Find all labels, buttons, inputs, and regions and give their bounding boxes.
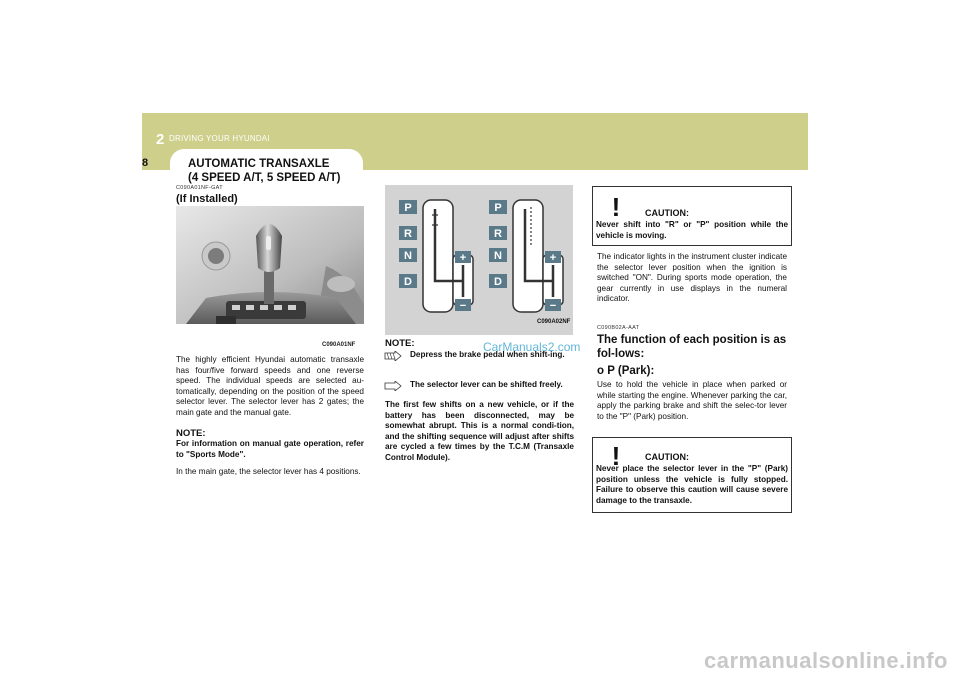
photo-label: C090A01NF xyxy=(322,342,356,348)
caution-text-1: Never shift into "R" or "P" position while the vehicle is moving. xyxy=(596,220,788,240)
gear-letter-d-right: D xyxy=(494,276,502,288)
note-heading: NOTE: xyxy=(176,428,206,439)
first-shifts-paragraph: The first few shifts on a new vehicle, or if the battery has been disconnected, may be somewhat abrupt. This is a normal condi-tion, and the shifting sequence will adjust after shifts are cycled a few times by the T.C.M (Transaxle Control Module). xyxy=(385,400,574,462)
hatched-arrow-icon xyxy=(384,351,402,361)
watermark: CarManuals2.com xyxy=(483,340,581,354)
plus-label-left: + xyxy=(459,252,467,264)
positions-paragraph: In the main gate, the selector lever has 4 positions. xyxy=(176,467,361,476)
svg-text:!: ! xyxy=(611,441,621,468)
gear-letter-n-right: N xyxy=(494,250,502,262)
indicator-paragraph: The indicator lights in the instrument cluster indicate the selector lever position when the ignition is switched "ON". During sports mode operation, the gear currently in use displays in the numeral indicator. xyxy=(597,252,787,304)
svg-text:!: ! xyxy=(611,192,621,219)
page-number: 8 xyxy=(142,157,149,169)
subtitle: (If Installed) xyxy=(176,193,238,205)
caution-title-1: CAUTION: xyxy=(645,208,689,218)
gear-gate-right xyxy=(489,200,563,312)
position-function-heading: The function of each position is as fol-lows: xyxy=(597,334,787,360)
footer-logo: carmanualsonline.info xyxy=(704,648,948,673)
diagram-label: C090A02NF xyxy=(537,319,571,325)
park-heading: o P (Park): xyxy=(597,365,655,377)
gear-lever-photo xyxy=(176,206,364,324)
caution-box-2 xyxy=(592,437,792,513)
caution-text-2: Never place the selector lever in the "P" (Park) position unless the vehicle is fully stopped. Failure to observe this caution will cause severe damage to the transaxle. xyxy=(596,464,788,505)
section-code-2: C090B02A-AAT xyxy=(597,325,640,331)
minus-label-right: − xyxy=(549,300,557,312)
gear-letter-p-left: P xyxy=(404,202,412,214)
plus-label-right: + xyxy=(549,252,557,264)
gear-letter-r-right: R xyxy=(494,228,502,240)
outline-arrow-icon xyxy=(384,381,402,391)
caution-box-1 xyxy=(592,186,792,246)
minus-label-left: − xyxy=(459,300,467,312)
note-heading-2: NOTE: xyxy=(385,338,415,349)
warning-triangle-icon xyxy=(599,191,633,219)
park-paragraph: Use to hold the vehicle in place when parked or while starting the engine. Whenever parking the car, apply the parking brake and shift the selec-tor lever to the "P" (Park) position. xyxy=(597,380,787,421)
gear-letter-n-left: N xyxy=(404,250,412,262)
gate-outline-right xyxy=(513,200,543,312)
gear-pattern-diagram xyxy=(385,185,573,335)
chapter-number: 2 xyxy=(156,131,165,148)
caution-title-2: CAUTION: xyxy=(645,452,689,462)
gear-letter-d-left: D xyxy=(404,276,412,288)
intro-paragraph: The highly efficient Hyundai automatic transaxle has four/five forward speeds and one reverse speed. The individual speeds are selected au-tomatically, depending on the position of the speed selector lever. The selector lever has 2 gates; the main gate and the manual gate. xyxy=(176,355,364,417)
section-title-line2: (4 SPEED A/T, 5 SPEED A/T) xyxy=(188,172,341,184)
note-free-shift-text: The selector lever can be shifted freely. xyxy=(410,380,563,389)
section-title-line1: AUTOMATIC TRANSAXLE xyxy=(188,158,330,170)
note-text: For information on manual gate operation, refer to "Sports Mode". xyxy=(176,439,364,459)
section-title xyxy=(188,157,341,185)
section-code: C090A01NF-GAT xyxy=(176,185,223,191)
chapter-title: DRIVING YOUR HYUNDAI xyxy=(169,134,270,143)
gear-letter-p-right: P xyxy=(494,202,502,214)
gate-outline-left xyxy=(423,200,453,312)
note-brake-text: Depress the brake pedal when shift-ing. xyxy=(410,350,565,359)
gear-lever-illustration xyxy=(176,206,364,324)
gear-letter-r-left: R xyxy=(404,228,412,240)
gear-gate-left xyxy=(399,200,473,312)
gear-pattern-svg xyxy=(385,185,573,335)
